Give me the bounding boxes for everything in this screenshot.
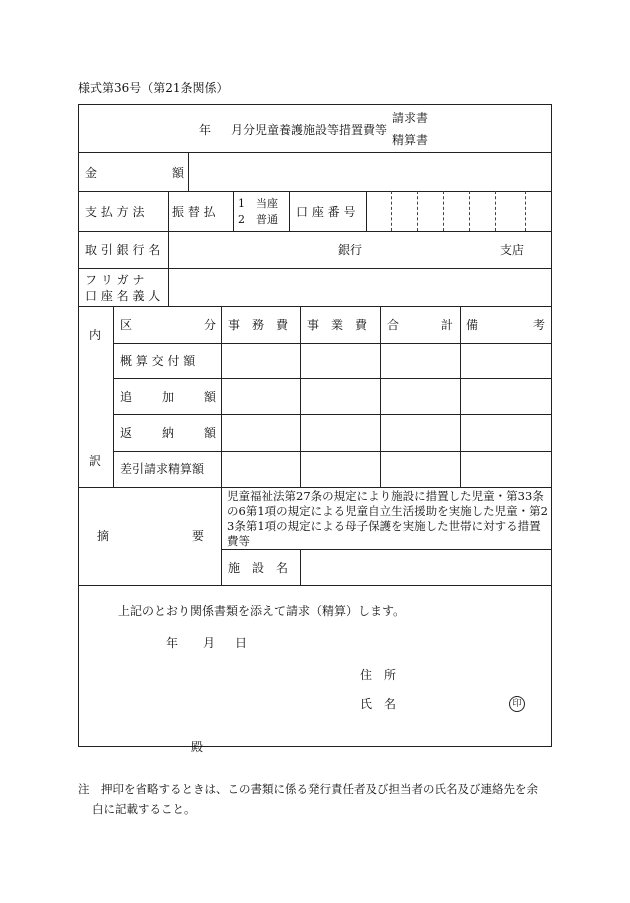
row-divider — [221, 549, 552, 550]
row-divider — [113, 343, 552, 344]
col-divider — [289, 191, 290, 231]
digit-divider — [391, 191, 392, 231]
col-divider — [366, 191, 367, 231]
col-divider — [300, 549, 301, 585]
digit-divider — [495, 191, 496, 231]
row-estimated: 概 算 交 付 額 — [120, 354, 196, 368]
claim-form — [78, 104, 552, 747]
category-header: 分 — [204, 318, 217, 332]
total-header: 合 — [387, 318, 400, 332]
breakdown-side-label: 内 — [89, 328, 102, 342]
col-divider — [233, 191, 234, 231]
summary-line: 児童福祉法第27条の規定により施設に措置した児童・第33条 — [227, 489, 544, 503]
remarks-header: 備 — [466, 318, 479, 332]
account-number-label: 口 座 番 号 — [296, 205, 356, 219]
row-return: 納 — [162, 426, 175, 440]
row-return: 返 — [120, 426, 133, 440]
summary-label: 摘 — [97, 529, 110, 543]
option-invoice: 請求書 — [392, 111, 429, 125]
row-divider — [113, 378, 552, 379]
account-holder-label: 口 座 名 義 人 — [85, 289, 161, 303]
project-cost-header: 事 業 費 — [307, 318, 368, 332]
col-divider — [300, 306, 301, 487]
summary-line: 3条第1項の規定による母子保護を実施した世帯に対する措置 — [227, 519, 541, 533]
row-additional: 額 — [204, 390, 217, 404]
row-net-claim: 差引請求精算額 — [120, 462, 205, 476]
row-divider — [78, 268, 552, 269]
summary-line: 費等 — [227, 534, 250, 548]
note-line: 白に記載すること。 — [92, 802, 196, 816]
date-day: 日 — [235, 636, 248, 650]
addressee-suffix: 殿 — [191, 740, 204, 754]
digit-divider — [525, 191, 526, 231]
declaration-statement: 上記のとおり関係書類を添えて請求（精算）します。 — [118, 604, 406, 618]
col-divider — [113, 306, 114, 487]
row-divider — [113, 414, 552, 415]
option-settlement: 精算書 — [392, 133, 429, 147]
account-type-current: 1 当座 — [238, 197, 278, 210]
form-title: 月分児童養護施設等措置費等 — [231, 123, 388, 137]
row-return: 額 — [204, 426, 217, 440]
address-label: 住 所 — [360, 668, 397, 682]
summary-line: の6第1項の規定による児童自立生活援助を実施した児童・第2 — [227, 504, 548, 518]
row-divider — [78, 191, 552, 192]
row-divider — [78, 306, 552, 307]
col-divider — [380, 306, 381, 487]
total-header: 計 — [441, 318, 454, 332]
col-divider — [460, 306, 461, 487]
bank-label: 取 引 銀 行 名 — [85, 243, 161, 257]
bank-suffix: 銀行 — [338, 243, 363, 257]
amount-label: 金 — [85, 166, 98, 180]
date-month: 月 — [203, 636, 216, 650]
amount-label: 額 — [172, 166, 185, 180]
col-divider — [168, 191, 169, 231]
summary-label: 要 — [192, 529, 205, 543]
seal-mark: 印 — [509, 696, 525, 712]
row-divider — [78, 487, 552, 488]
row-divider — [113, 451, 552, 452]
facility-name-label: 施 設 名 — [228, 561, 289, 575]
transfer-label: 振 替 払 — [172, 205, 216, 219]
note-line: 注 押印を省略するときは、この書類に係る発行責任者及び担当者の氏名及び連絡先を余 — [78, 782, 538, 796]
account-type-ordinary: 2 普通 — [238, 213, 278, 226]
category-header: 区 — [120, 318, 133, 332]
col-divider — [188, 152, 189, 191]
row-additional: 追 — [120, 390, 133, 404]
row-divider — [78, 152, 552, 153]
form-number: 様式第36号（第21条関係） — [78, 81, 229, 95]
date-year: 年 — [166, 636, 179, 650]
digit-divider — [443, 191, 444, 231]
row-additional: 加 — [162, 390, 175, 404]
col-divider — [168, 231, 169, 306]
office-cost-header: 事 務 費 — [228, 318, 289, 332]
col-divider — [221, 306, 222, 585]
breakdown-side-label: 訳 — [89, 454, 102, 468]
payment-method-label: 支 払 方 法 — [85, 205, 145, 219]
branch-suffix: 支店 — [500, 243, 525, 257]
digit-divider — [417, 191, 418, 231]
header-year: 年 — [199, 123, 212, 137]
digit-divider — [469, 191, 470, 231]
furigana-label: フ リ ガ ナ — [85, 273, 145, 287]
name-label: 氏 名 — [360, 697, 397, 711]
remarks-header: 考 — [533, 318, 546, 332]
row-divider — [78, 231, 552, 232]
row-divider — [78, 585, 552, 586]
